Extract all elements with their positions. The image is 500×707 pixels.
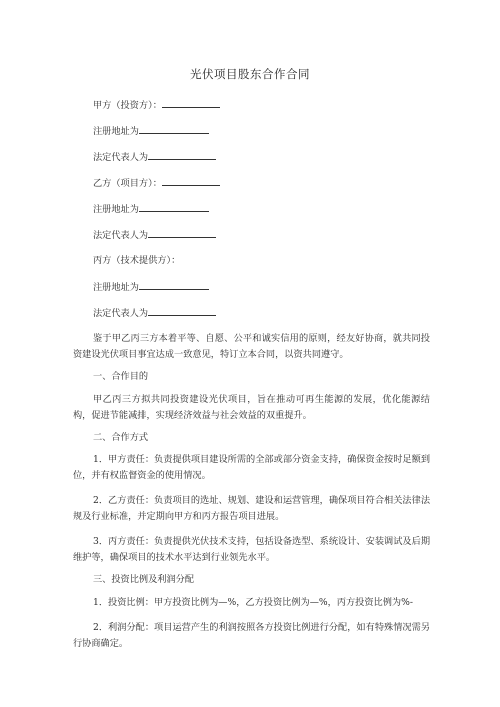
section-3-item-2: 2．利润分配：项目运营产生的利润按照各方投资比例进行分配，如有特殊情况需另行协商确定。	[73, 622, 430, 649]
party-b-address-blank	[139, 202, 209, 212]
party-a-address-label: 注册地址为	[93, 126, 139, 137]
section-2-item-3: 3．丙方责任：负责提供光伏技术支持，包括设备选型、系统设计、安装调试及后期维护等，确保项目的技术水平达到行业领先水平。	[73, 536, 430, 563]
party-a-label: 甲方（投资方）：	[93, 100, 162, 111]
party-b-label: 乙方（项目方）：	[93, 178, 162, 189]
party-b-blank	[162, 176, 220, 186]
section-1-heading: 一、合作目的	[93, 371, 149, 382]
party-b-rep-line	[93, 228, 216, 242]
party-c-rep-line	[93, 306, 216, 320]
party-a-line	[93, 98, 220, 112]
party-c-label: 丙方（技术提供方）：	[93, 255, 181, 266]
party-a-blank	[162, 98, 220, 108]
party-b-address-label: 注册地址为	[93, 204, 139, 215]
party-b-rep-label: 法定代表人为	[93, 230, 149, 241]
party-c-rep-label: 法定代表人为	[93, 308, 149, 319]
party-c-rep-blank	[148, 306, 216, 316]
party-a-rep-label: 法定代表人为	[93, 152, 149, 163]
party-b-address-line	[93, 202, 209, 216]
party-c-line	[93, 254, 180, 267]
document-title: 光伏项目股东合作合同	[190, 67, 310, 81]
section-3-heading: 三、投资比例及利润分配	[93, 574, 195, 585]
party-a-address-line	[93, 124, 209, 138]
party-c-address-blank	[139, 280, 209, 290]
party-a-address-blank	[139, 124, 209, 134]
section-2-item-1: 1．甲方责任：负责提供项目建设所需的全部或部分资金支持，确保资金按时足额到位，并有权监督资金的使用情况。	[73, 454, 430, 481]
section-1-paragraph: 甲乙丙三方拟共同投资建设光伏项目，旨在推动可再生能源的发展，优化能源结构，促进节能减排，实现经济效益与社会效益的双重提升。	[73, 394, 430, 421]
party-c-address-line	[93, 280, 209, 294]
party-c-address-label: 注册地址为	[93, 282, 139, 293]
section-2-heading: 二、合作方式	[93, 432, 149, 443]
section-2-item-2: 2．乙方责任：负责项目的选址、规划、建设和运营管理，确保项目符合相关法律法规及行业标准，并定期向甲方和丙方报告项目进展。	[73, 495, 430, 522]
party-b-line	[93, 176, 220, 190]
party-a-rep-line	[93, 150, 216, 164]
party-a-rep-blank	[148, 150, 216, 160]
party-b-rep-blank	[148, 228, 216, 238]
intro-paragraph: 鉴于甲乙丙三方本着平等、自愿、公平和诚实信用的原则，经友好协商，就共同投资建设光伏项目事宜达成一致意见，特订立本合同，以资共同遵守。	[73, 333, 430, 360]
section-3-item-1: 1．投资比例：甲方投资比例为—%，乙方投资比例为—%，丙方投资比例为%-	[93, 597, 413, 608]
